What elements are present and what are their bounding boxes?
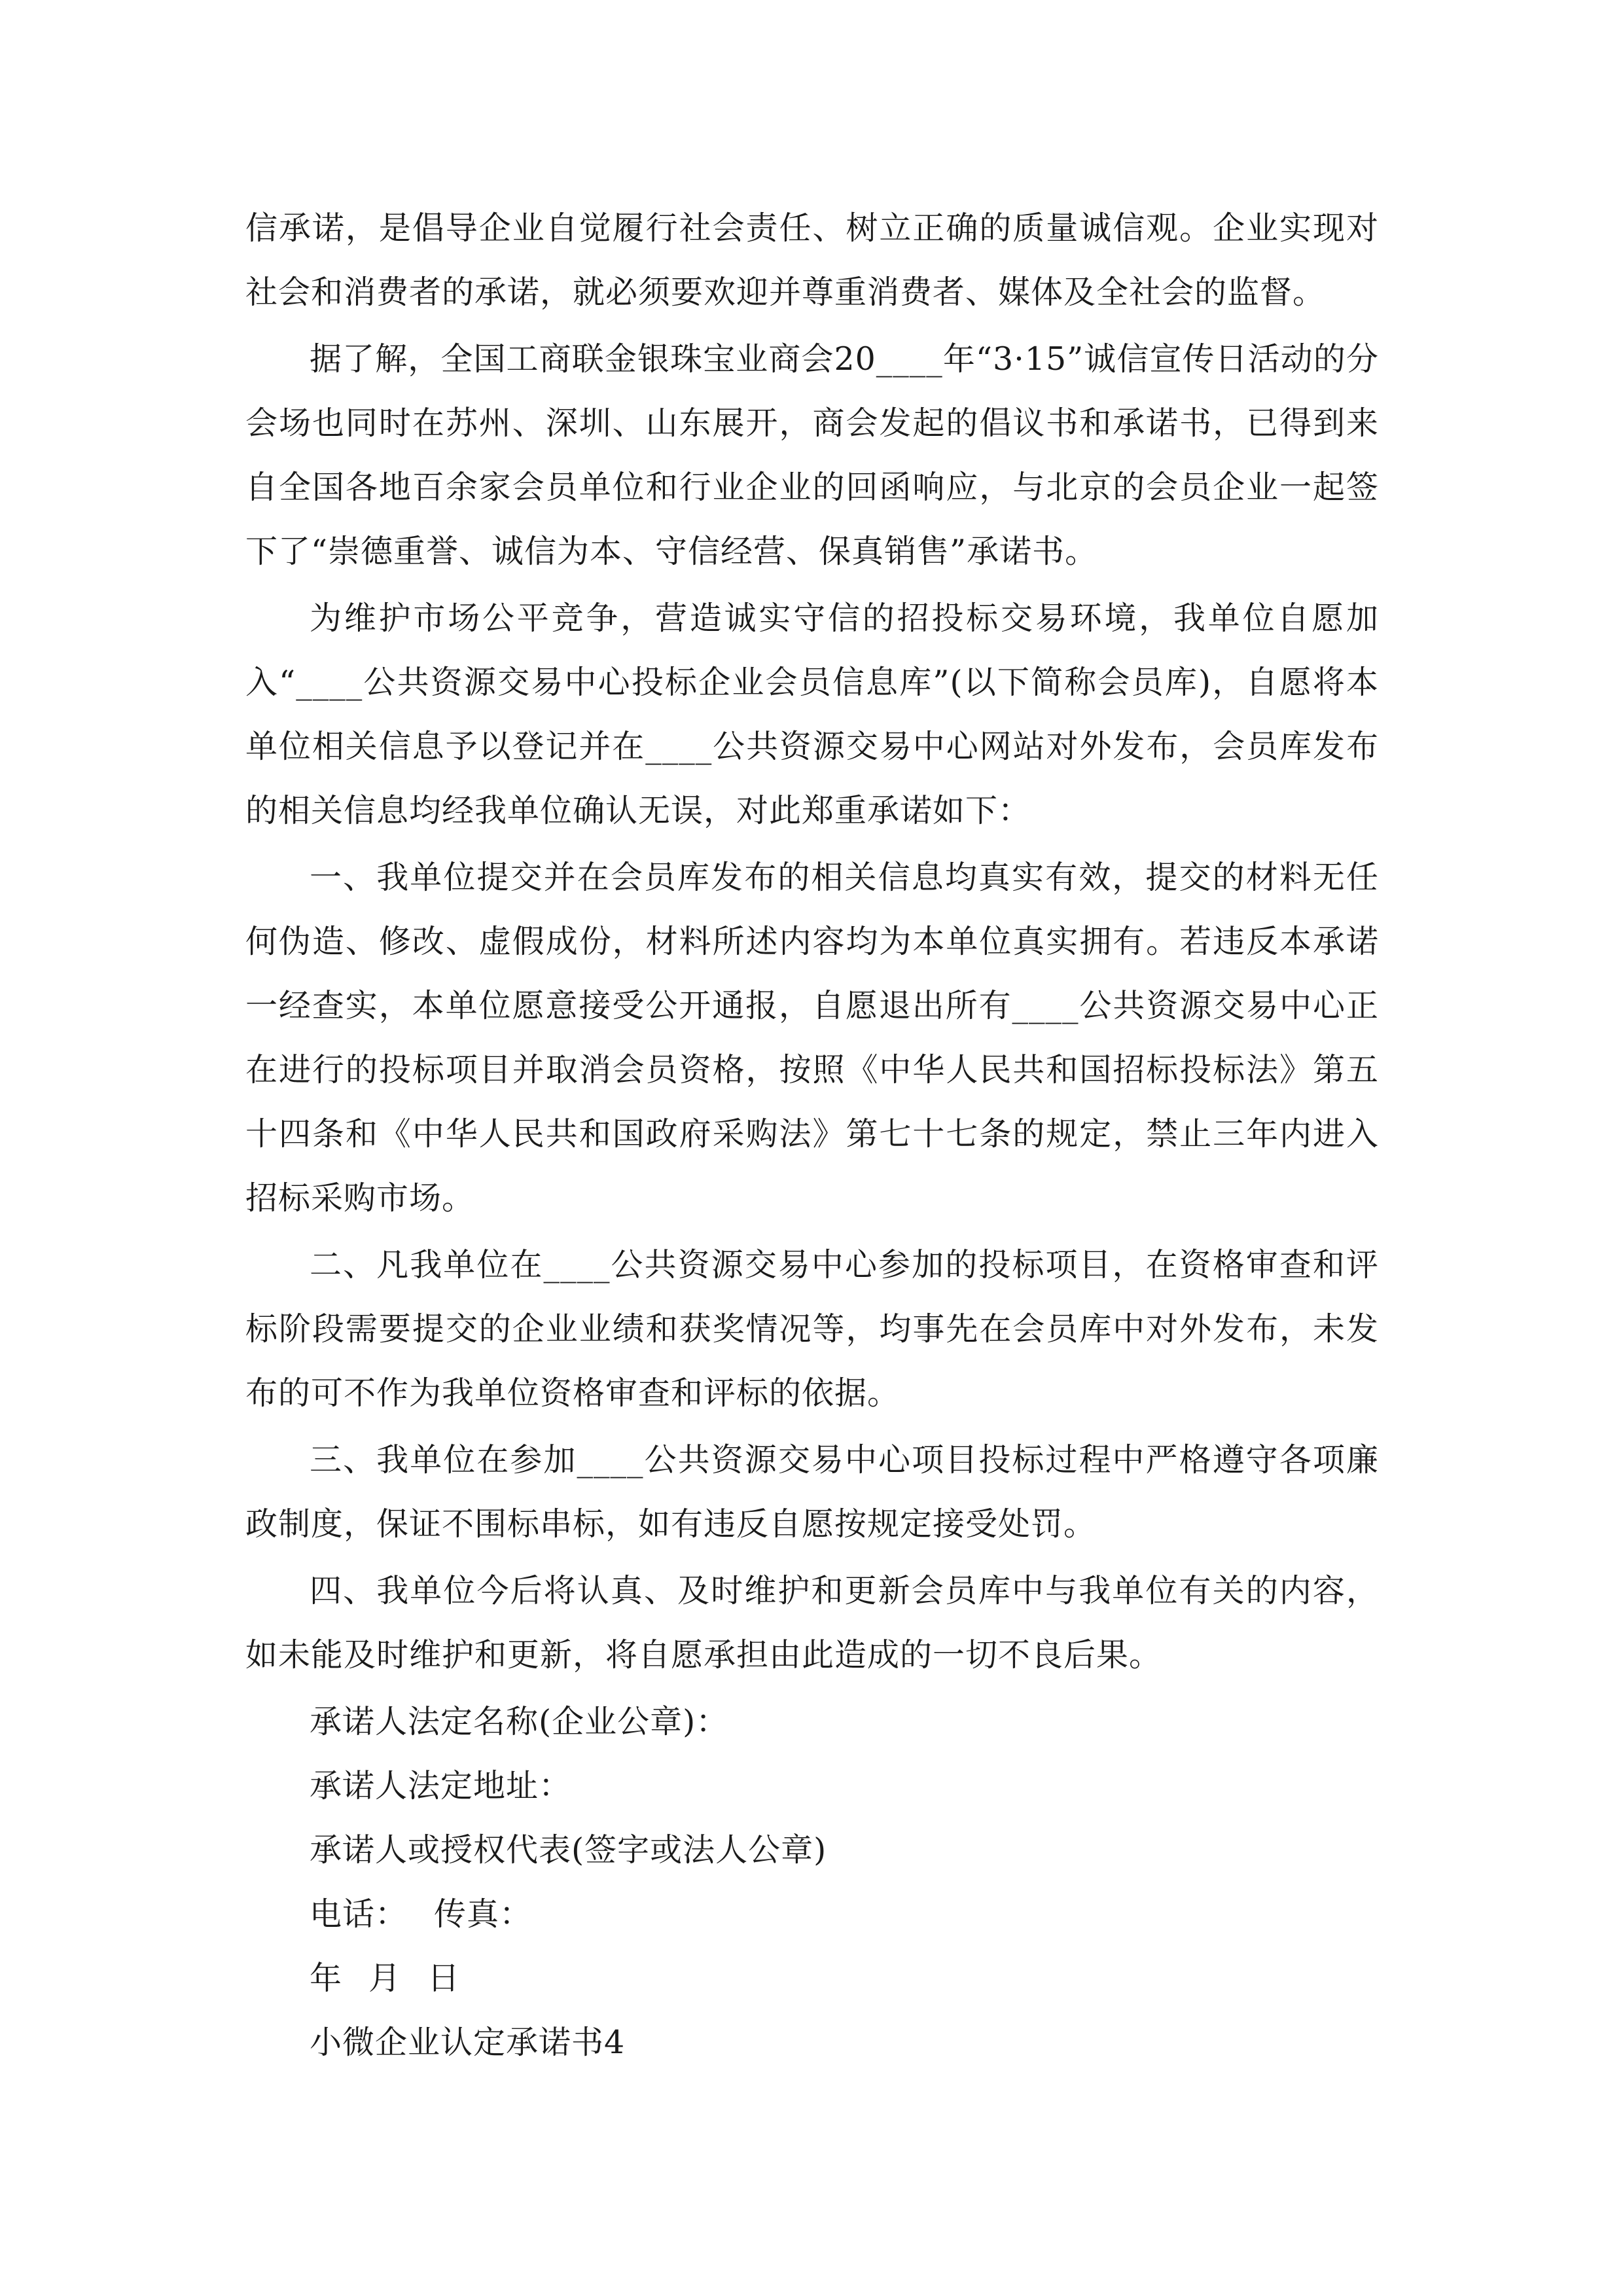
signature-fax-label: 传真： [434, 1895, 533, 1933]
date-month-label: 月 [368, 1960, 402, 1997]
document-body [245, 196, 1379, 2075]
signature-phone-label: 电话： [310, 1895, 408, 1933]
paragraph-commitment-1: 一、我单位提交并在会员库发布的相关信息均真实有效，提交的材料无任何伪造、修改、虚假成份，材料所述内容均为本单位真实拥有。若违反本承诺一经查实，本单位愿意接受公开通报，自愿退出所有____公共资源交易中心正在进行的投标项目并取消会员资格，按照《中华人民共和国招标投标法》第五十四条和《中华人民共和国政府采购法》第七十七条的规定，禁止三年内进入招标采购市场。 [245, 859, 1379, 1217]
signature-contact-line [245, 1882, 1379, 1946]
signature-address: 承诺人法定地址： [310, 1767, 572, 1804]
date-day-label: 日 [427, 1960, 461, 1997]
paragraph-commitment-2: 二、凡我单位在____公共资源交易中心参加的投标项目，在资格审查和评标阶段需要提交的企业业绩和获奖情况等，均事先在会员库中对外发布，未发布的可不作为我单位资格审查和评标的依据。 [245, 1246, 1379, 1412]
paragraph-chamber-news: 据了解，全国工商联金银珠宝业商会20____年“3·15”诚信宣传日活动的分会场也同时在苏州、深圳、山东展开，商会发起的倡议书和承诺书，已得到来自全国各地百余家会员单位和行业企业的回函响应，与北京的会员企业一起签下了“崇德重誉、诚信为本、守信经营、保真销售”承诺书。 [245, 340, 1379, 570]
paragraph-commitment-4: 四、我单位今后将认真、及时维护和更新会员库中与我单位有关的内容，如未能及时维护和更新，将自愿承担由此造成的一切不良后果。 [245, 1572, 1379, 1674]
signature-representative: 承诺人或授权代表(签字或法人公章) [310, 1831, 827, 1869]
signature-company-name: 承诺人法定名称(企业公章)： [310, 1703, 729, 1740]
next-section-title: 小微企业认定承诺书4 [310, 2024, 626, 2061]
paragraph-commitment-3: 三、我单位在参加____公共资源交易中心项目投标过程中严格遵守各项廉政制度，保证不围标串标，如有违反自愿按规定接受处罚。 [245, 1441, 1379, 1543]
paragraph-intro-continued: 信承诺，是倡导企业自觉履行社会责任、树立正确的质量诚信观。企业实现对社会和消费者的承诺，就必须要欢迎并尊重消费者、媒体及全社会的监督。 [245, 209, 1379, 311]
signature-date-line [245, 1946, 1379, 2011]
date-year-label: 年 [310, 1960, 343, 1997]
paragraph-commitment-preamble: 为维护市场公平竞争，营造诚实守信的招投标交易环境，我单位自愿加入“____公共资源交易中心投标企业会员信息库”(以下简称会员库)，自愿将本单位相关信息予以登记并在____公共资源交易中心网站对外发布，会员库发布的相关信息均经我单位确认无误，对此郑重承诺如下： [245, 600, 1379, 829]
